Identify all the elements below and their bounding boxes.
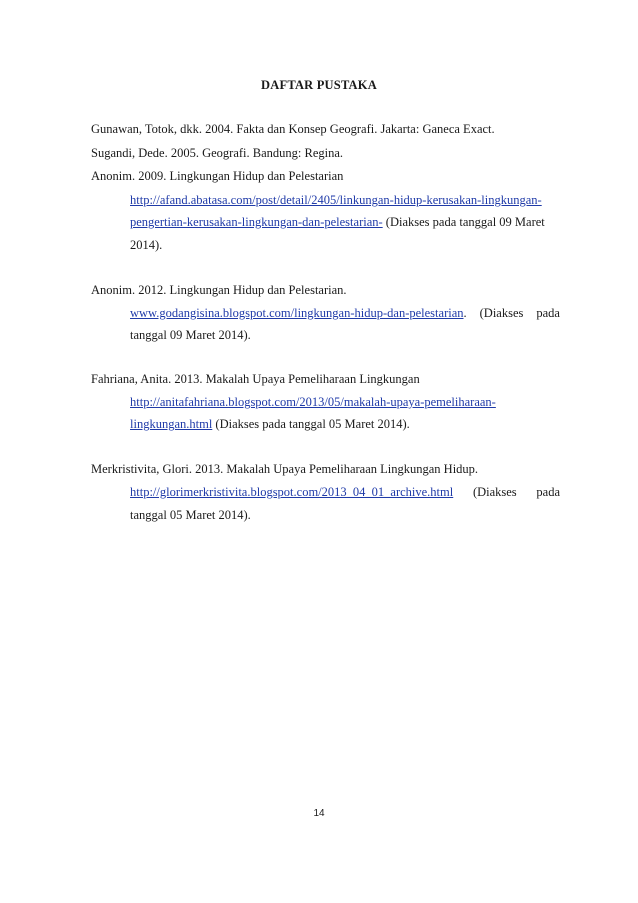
reference-merkristivita-heading: Merkristivita, Glori. 2013. Makalah Upaya Pemeliharaan Lingkungan Hidup. [91, 462, 479, 476]
access-word: pada [536, 306, 560, 320]
reference-gunawan: Gunawan, Totok, dkk. 2004. Fakta dan Konsep Geografi. Jakarta: Ganeca Exact. [91, 122, 495, 136]
reference-link[interactable]: www.godangisina.blogspot.com/lingkungan-hidup-dan-pelestarian [130, 306, 464, 320]
page-number: 14 [313, 808, 325, 819]
punctuation: . [463, 306, 467, 320]
access-word: (Diakses [479, 306, 524, 320]
reference-anonim-2009-link-line2 [130, 214, 545, 230]
reference-anonim-2009-link-line1[interactable] [130, 192, 542, 208]
reference-link[interactable]: http://afand.abatasa.com/post/detail/2405/linkungan-hidup-kerusakan-lingkungan- [130, 193, 542, 207]
access-note-continued: tanggal 09 Maret 2014). [130, 328, 251, 342]
access-word: (Diakses [472, 485, 517, 499]
access-note-continued: tanggal 05 Maret 2014). [130, 508, 251, 522]
reference-anonim-2012-link-line [130, 305, 560, 321]
page-title: DAFTAR PUSTAKA [261, 78, 377, 92]
reference-fahriana-link-line1 [130, 394, 496, 410]
reference-anonim-2012-heading: Anonim. 2012. Lingkungan Hidup dan Pelestarian. [91, 283, 347, 297]
access-note: (Diakses pada tanggal 05 Maret 2014). [215, 417, 410, 431]
reference-fahriana-heading: Fahriana, Anita. 2013. Makalah Upaya Pemeliharaan Lingkungan [91, 372, 420, 386]
reference-merkristivita-link-line [130, 484, 560, 500]
access-note: (Diakses pada tanggal 09 Maret [385, 215, 545, 229]
reference-fahriana-link-line2 [130, 416, 410, 432]
reference-link[interactable]: http://glorimerkristivita.blogspot.com/2013_04_01_archive.html [130, 485, 454, 499]
reference-sugandi: Sugandi, Dede. 2005. Geografi. Bandung: Regina. [91, 146, 344, 160]
reference-link[interactable]: lingkungan.html [130, 417, 213, 431]
access-word: pada [536, 485, 560, 499]
reference-link[interactable]: http://anitafahriana.blogspot.com/2013/05/makalah-upaya-pemeliharaan- [130, 395, 496, 409]
reference-link[interactable]: pengertian-kerusakan-lingkungan-dan-pelestarian- [130, 215, 383, 229]
reference-anonim-2009-heading: Anonim. 2009. Lingkungan Hidup dan Pelestarian [91, 169, 344, 183]
access-note-continued: 2014). [130, 238, 163, 252]
